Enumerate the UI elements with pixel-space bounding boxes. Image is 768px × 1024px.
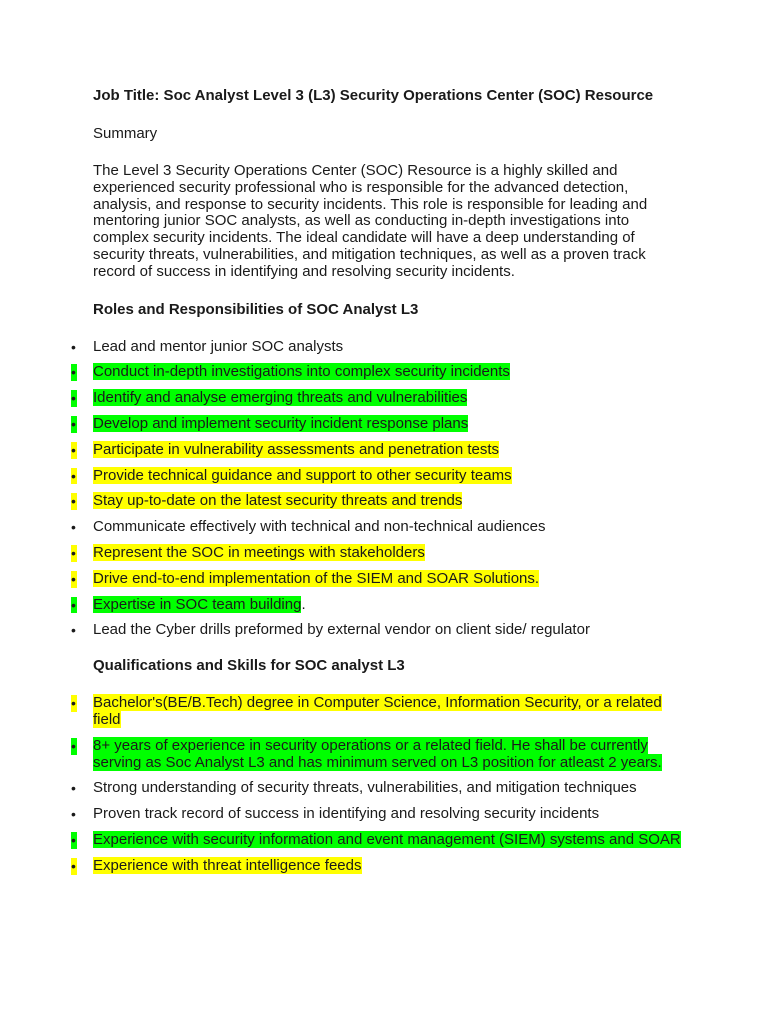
list-item xyxy=(71,466,683,485)
bullet-icon: • xyxy=(71,441,76,458)
roles-heading: Roles and Responsibilities of SOC Analyst L3 xyxy=(93,300,419,318)
list-item-text: 8+ years of experience in security operations or a related field. He shall be currently serving as Soc Analyst L3 and has minimum served on L3 position for atleast 2 years. xyxy=(93,736,662,771)
list-item xyxy=(71,805,683,823)
summary-paragraph: The Level 3 Security Operations Center (SOC) Resource is a highly skilled and experienced security professional who is responsible for the advanced detection, analysis, and response to security incidents. This role is responsible for leading and mentoring junior SOC analysts, as well as conducting in-depth investigations into complex security incidents. The ideal candidate will have a deep understanding of security threats, vulnerabilities, and mitigation techniques, as well as a proven track record of success in identifying and resolving security incidents. xyxy=(93,162,648,280)
list-item-suffix: . xyxy=(301,595,306,613)
job-title: Job Title: Soc Analyst Level 3 (L3) Security Operations Center (SOC) Resource xyxy=(93,87,654,104)
qualifications-heading: Qualifications and Skills for SOC analyst L3 xyxy=(93,657,405,675)
bullet-icon: • xyxy=(71,493,76,510)
bullet-icon: • xyxy=(71,596,76,613)
list-item xyxy=(71,543,683,562)
bullet-icon: • xyxy=(71,570,76,587)
bullet-icon: • xyxy=(71,695,76,712)
list-item-text: Conduct in-depth investigations into complex security incidents xyxy=(93,363,510,381)
bullet-icon: • xyxy=(71,622,76,639)
list-item xyxy=(71,779,683,797)
list-item xyxy=(71,518,683,536)
list-item-text: Lead the Cyber drills preformed by external vendor on client side/ regulator xyxy=(93,621,590,639)
bullet-icon: • xyxy=(71,737,76,754)
list-item xyxy=(71,621,683,639)
list-item-text: Expertise in SOC team building xyxy=(93,595,302,613)
list-item xyxy=(71,595,683,614)
list-item-text: Represent the SOC in meetings with stakeholders xyxy=(93,543,425,561)
bullet-icon: • xyxy=(71,364,76,381)
bullet-icon: • xyxy=(71,806,76,823)
list-item xyxy=(71,830,683,849)
list-item-text: Strong understanding of security threats, vulnerabilities, and mitigation techniques xyxy=(93,779,637,797)
list-item xyxy=(71,492,683,510)
list-item-text: Drive end-to-end implementation of the SIEM and SOAR Solutions. xyxy=(93,569,540,587)
document-body xyxy=(71,87,683,895)
list-item xyxy=(71,337,683,356)
list-item xyxy=(71,440,683,459)
bullet-icon: • xyxy=(71,544,76,561)
list-item xyxy=(71,363,683,381)
list-item-text: Identify and analyse emerging threats and vulnerabilities xyxy=(93,389,468,407)
bullet-icon: • xyxy=(71,857,76,874)
roles-list xyxy=(71,337,683,640)
list-item xyxy=(71,736,683,772)
list-item xyxy=(71,569,683,588)
list-item xyxy=(71,389,683,407)
bullet-icon: • xyxy=(71,390,76,407)
list-item xyxy=(71,694,683,729)
list-item-text: Experience with threat intelligence feeds xyxy=(93,856,362,874)
list-item-text: Bachelor's(BE/B.Tech) degree in Computer Science, Information Security, or a related field xyxy=(93,694,662,728)
list-item xyxy=(71,856,683,875)
list-item-text: Participate in vulnerability assessments and penetration tests xyxy=(93,440,500,458)
bullet-icon: • xyxy=(71,519,76,536)
list-item-text: Communicate effectively with technical and non-technical audiences xyxy=(93,518,546,536)
list-item-text: Experience with security information and event management (SIEM) systems and SOAR xyxy=(93,830,681,848)
list-item-text: Develop and implement security incident response plans xyxy=(93,414,469,432)
list-item xyxy=(71,414,683,433)
bullet-icon: • xyxy=(71,831,76,848)
bullet-icon: • xyxy=(71,338,76,355)
bullet-icon: • xyxy=(71,780,76,797)
list-item-text: Proven track record of success in identifying and resolving security incidents xyxy=(93,805,600,823)
list-item-text: Provide technical guidance and support to other security teams xyxy=(93,466,512,484)
bullet-icon: • xyxy=(71,467,76,484)
summary-heading: Summary xyxy=(93,125,158,142)
qualifications-list xyxy=(71,694,683,874)
list-item-text: Stay up-to-date on the latest security threats and trends xyxy=(93,492,463,510)
bullet-icon: • xyxy=(71,415,76,432)
list-item-text: Lead and mentor junior SOC analysts xyxy=(93,337,344,355)
